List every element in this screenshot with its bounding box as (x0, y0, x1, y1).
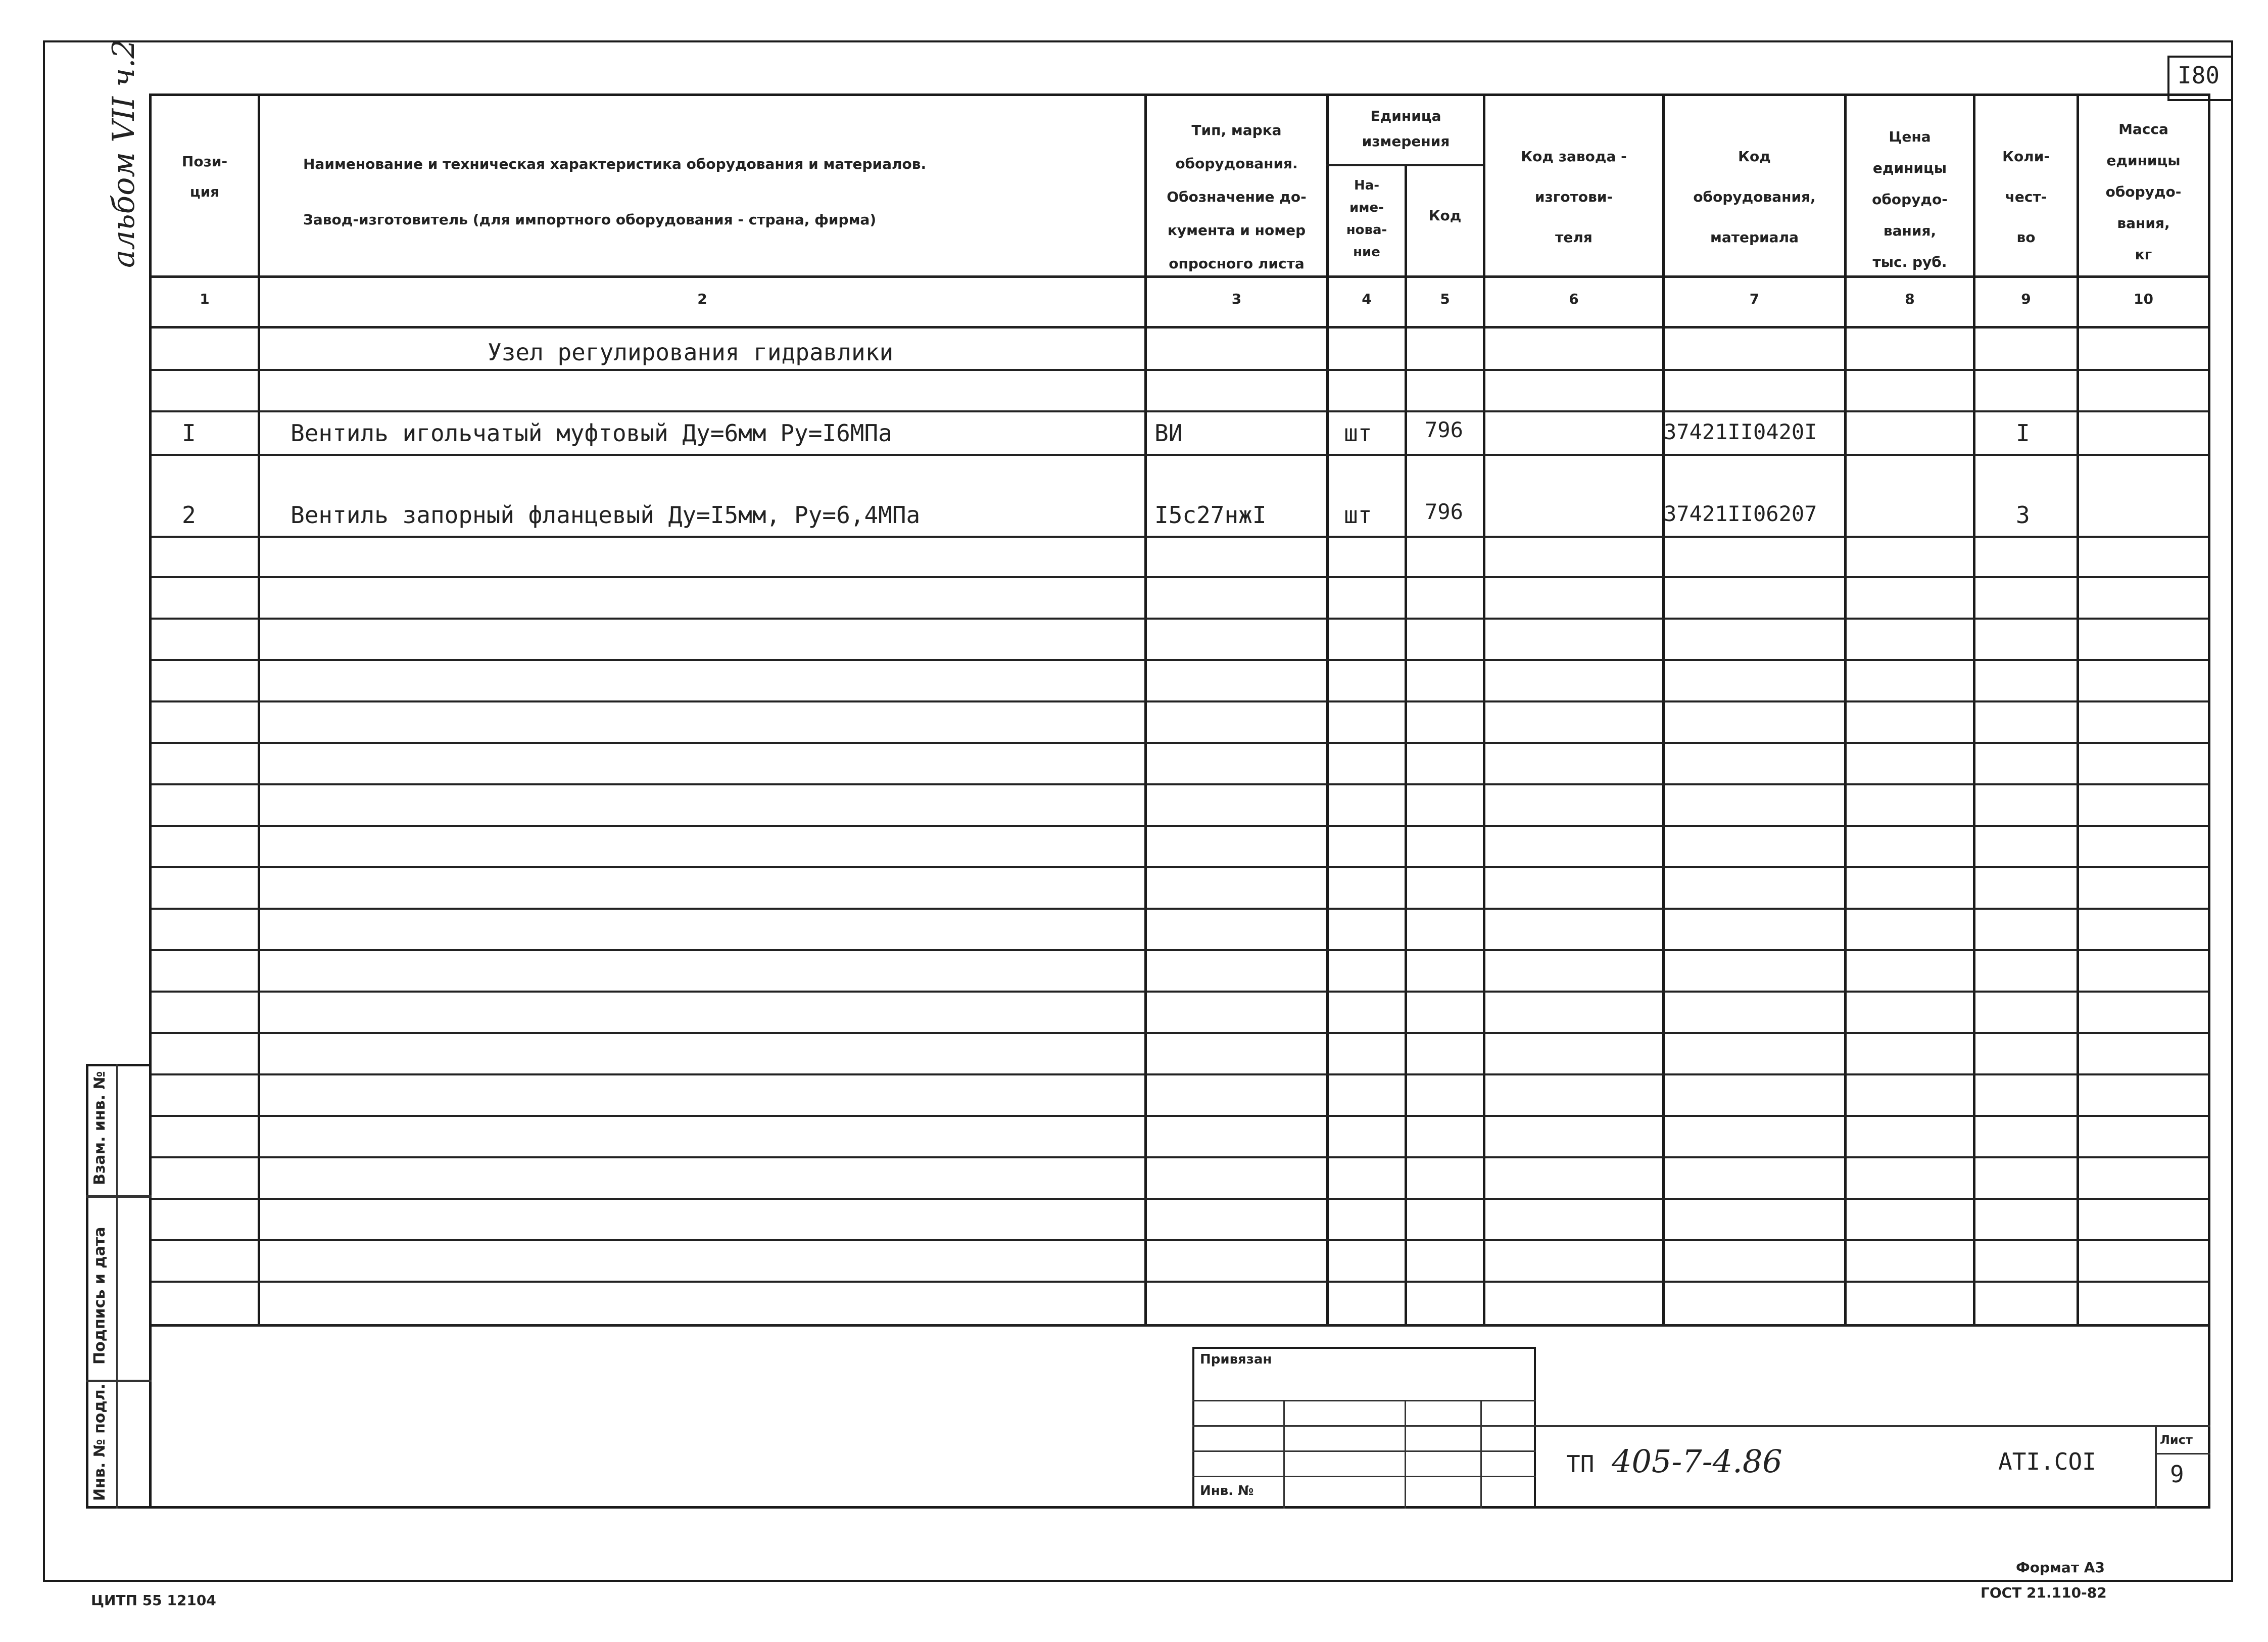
row-1-qty: I (2016, 419, 2030, 447)
inv-no-label: Инв. № (1200, 1483, 1254, 1498)
row-1-code: 37421II0420I (1664, 419, 1817, 444)
table-row-line (152, 576, 2208, 578)
header-unit-name: На- име- нова- ние (1346, 178, 1387, 260)
table-row-line (152, 866, 2208, 868)
header-factory-code: Код завода - изготови- теля (1521, 148, 1627, 246)
footer-left: ЦИТП 55 12104 (91, 1592, 216, 1609)
side-stamp-inv-podl: Инв. № подл. (91, 1383, 109, 1501)
colnum-4: 4 (1362, 291, 1372, 307)
table-row-line (152, 1198, 2208, 1200)
section-title: Узел регулирования гидравлики (488, 339, 894, 366)
row-1-type: ВИ (1154, 419, 1183, 447)
row-1-unit: шт (1344, 419, 1372, 447)
colnum-6: 6 (1569, 291, 1579, 307)
table-row-line (152, 369, 2208, 371)
header-price: Цена единицы оборудо- вания, тыс. руб. (1872, 128, 1948, 270)
table-row-line (152, 908, 2208, 910)
table-row-line (152, 410, 2208, 412)
row-2-pos: 2 (182, 501, 196, 529)
header-unit-code: Код (1428, 207, 1462, 224)
table-row-line (152, 1073, 2208, 1075)
header-type: Тип, марка оборудования. Обозначение до- кумента и номер опросного листа (1167, 122, 1307, 272)
table-row-line (152, 659, 2208, 661)
colnum-2: 2 (697, 291, 707, 307)
row-1-unit-code: 796 (1425, 417, 1463, 442)
footer-format: Формат А3 (2016, 1559, 2105, 1576)
header-qty: Коли- чест- во (2002, 148, 2050, 246)
table-row-line (152, 1115, 2208, 1117)
row-2-unit-code: 796 (1425, 499, 1463, 524)
colnum-10: 10 (2134, 291, 2153, 307)
colnum-7: 7 (1749, 291, 1760, 307)
list-label: Лист (2160, 1433, 2193, 1447)
colnum-9: 9 (2021, 291, 2031, 307)
table-row-line (152, 700, 2208, 702)
side-stamp-vzam: Взам. инв. № (91, 1071, 109, 1185)
sheet-number: I80 (2178, 62, 2220, 89)
table-row-line (152, 1032, 2208, 1034)
row-1-name: Вентиль игольчатый муфтовый Ду=6мм Ру=I6МПа (291, 419, 892, 447)
colnum-3: 3 (1231, 291, 1242, 307)
doc-mark: АТI.СОI (1998, 1448, 2096, 1475)
table-row-line (152, 1239, 2208, 1241)
row-2-type: I5с27нжI (1154, 501, 1267, 529)
privyazan-label: Привязан (1200, 1352, 1272, 1367)
table-row-line (152, 618, 2208, 620)
table-row-line (152, 825, 2208, 827)
colnum-5: 5 (1440, 291, 1450, 307)
row-1-pos: I (182, 419, 196, 447)
table-row-line (152, 949, 2208, 951)
colnum-1: 1 (200, 291, 210, 307)
table-row-line (152, 1281, 2208, 1283)
table-row-line (152, 1156, 2208, 1158)
row-2-code: 37421II06207 (1664, 501, 1817, 526)
table-row-line (152, 742, 2208, 744)
side-note: альбом VII ч.2 (106, 39, 141, 268)
doc-code: 405-7-4.86 (1612, 1443, 1782, 1480)
row-2-unit: шт (1344, 501, 1372, 529)
row-2-qty: 3 (2016, 501, 2030, 529)
table-row-line (152, 783, 2208, 785)
header-unit-group: Единица измерения (1362, 108, 1450, 150)
table-row-line (152, 991, 2208, 993)
header-mass: Масса единицы оборудо- вания, кг (2105, 121, 2182, 263)
side-stamp-podpis: Подпись и дата (91, 1227, 109, 1365)
header-equip-code: Код оборудования, материала (1693, 148, 1816, 246)
doc-prefix: ТП (1566, 1450, 1595, 1478)
footer-gost: ГОСТ 21.110-82 (1981, 1584, 2107, 1601)
row-2-name: Вентиль запорный фланцевый Ду=I5мм, Ру=6,4МПа (291, 501, 921, 529)
list-number: 9 (2170, 1461, 2184, 1488)
header-pos: Пози- ция (181, 153, 228, 200)
header-name: Наименование и техническая характеристика оборудования и материалов. Завод-изготовитель (для импортного оборудования - страна, фирма) (303, 156, 927, 228)
colnum-8: 8 (1905, 291, 1915, 307)
